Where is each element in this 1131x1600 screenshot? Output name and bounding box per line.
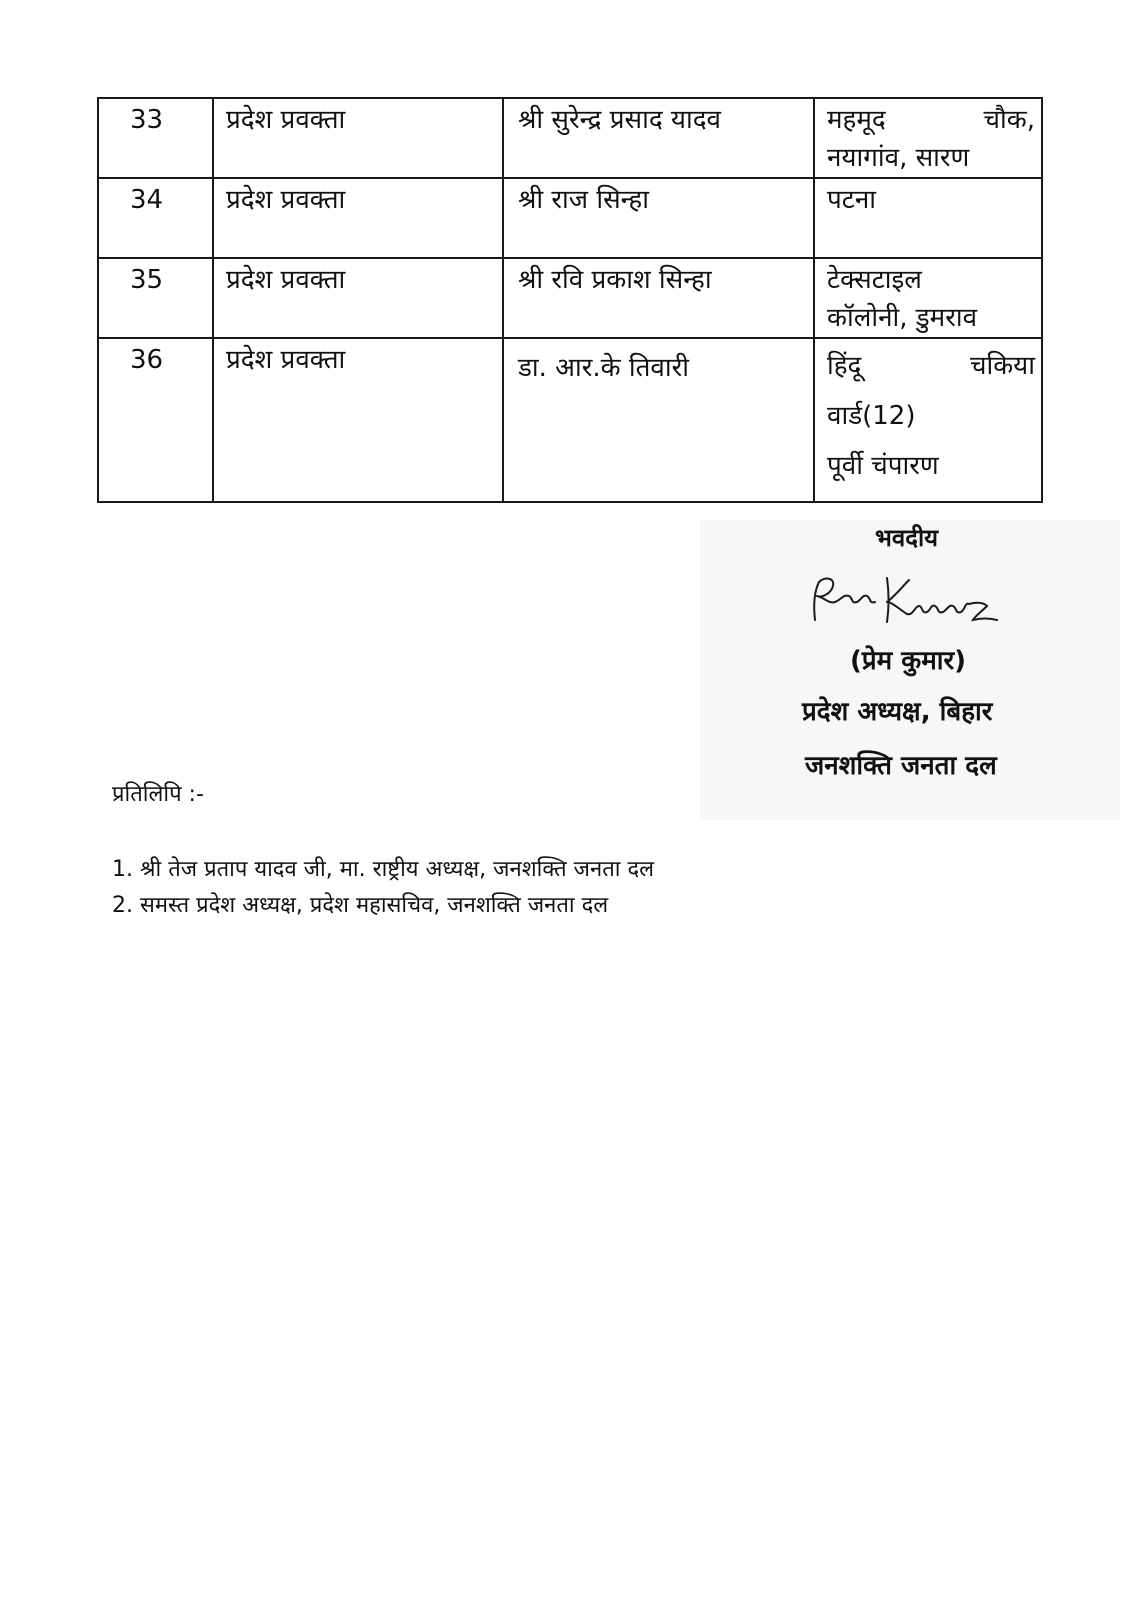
copy-to-heading: प्रतिलिपि :- [112, 782, 204, 807]
address-cell [814, 338, 1042, 502]
table-row [98, 338, 1042, 502]
address-word: चकिया [969, 351, 1035, 381]
address-line: पूर्वी चंपारण [827, 451, 939, 481]
post-cell: प्रदेश प्रवक्ता [213, 258, 503, 338]
list-item: 2. समस्त प्रदेश अध्यक्ष, प्रदेश महासचिव, जनशक्ति जनता दल [112, 893, 609, 918]
address-word: हिंदू [827, 351, 862, 381]
name-cell: श्री राज सिन्हा [503, 178, 814, 258]
post-cell: प्रदेश प्रवक्ता [213, 98, 503, 178]
address-line: टेक्सटाइल [827, 265, 922, 295]
post-cell: प्रदेश प्रवक्ता [213, 338, 503, 502]
address-line [827, 101, 1035, 139]
address-cell [814, 98, 1042, 178]
address-word: चौक, [983, 105, 1035, 135]
signatory-designation: प्रदेश अध्यक्ष, बिहार [802, 697, 993, 727]
signatory-name: (प्रेम कुमार) [850, 646, 967, 676]
salutation: भवदीय [875, 524, 939, 552]
serial-number-cell: 34 [98, 178, 213, 258]
name-cell: डा. आर.के तिवारी [503, 338, 814, 502]
name-cell: श्री रवि प्रकाश सिन्हा [503, 258, 814, 338]
signatory-organization: जनशक्ति जनता दल [805, 751, 997, 781]
handwritten-signature [805, 572, 1005, 632]
address-line [827, 341, 1035, 391]
copy-to-list [112, 852, 654, 924]
address-line: कॉलोनी, डुमराव [827, 303, 978, 333]
name-cell: श्री सुरेन्द्र प्रसाद यादव [503, 98, 814, 178]
serial-number-cell: 36 [98, 338, 213, 502]
list-item: 1. श्री तेज प्रताप यादव जी, मा. राष्ट्रीय अध्यक्ष, जनशक्ति जनता दल [112, 857, 655, 882]
serial-number-cell: 33 [98, 98, 213, 178]
table-row [98, 178, 1042, 258]
serial-number-cell: 35 [98, 258, 213, 338]
table-row [98, 98, 1042, 178]
address-cell [814, 258, 1042, 338]
address-cell [814, 178, 1042, 258]
address-line: नयागांव, सारण [827, 143, 970, 173]
office-bearers-table [97, 97, 1043, 503]
address-line: पटना [827, 185, 877, 215]
post-cell: प्रदेश प्रवक्ता [213, 178, 503, 258]
table-row [98, 258, 1042, 338]
address-word: महमूद [827, 105, 886, 135]
address-line: वार्ड(12) [827, 401, 916, 431]
